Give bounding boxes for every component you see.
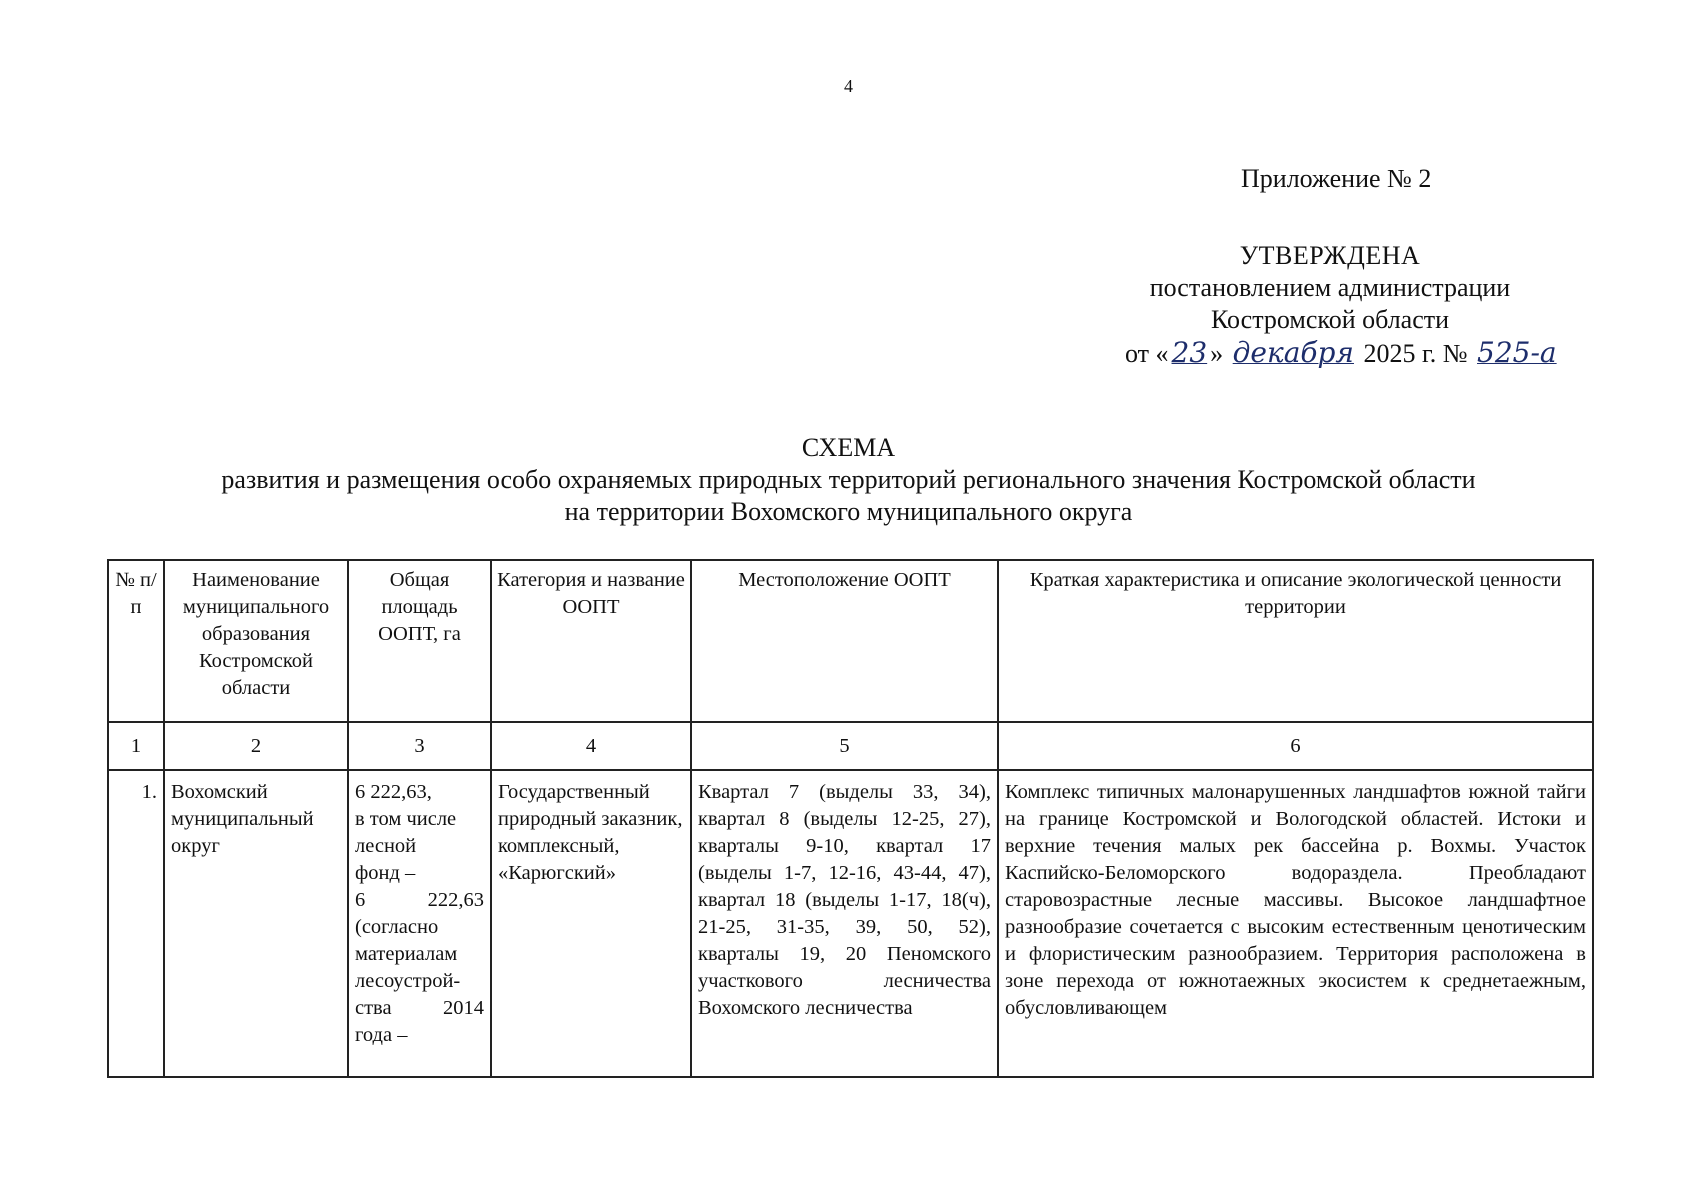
date-prefix: от «	[1125, 339, 1169, 368]
header-location: Местоположение ООПТ	[691, 560, 998, 722]
appendix-label: Приложение № 2	[1241, 164, 1432, 193]
cell-location: Квартал 7 (выделы 33, 34), квартал 8 (выделы 12-25, 27), кварталы 9-10, квартал 17 (выделы 1-7, 12-16, 43-44, 47), квартал 18 (выделы 1-17, 18(ч), 21-25, 31-35, 39, 50, 52), кварталы 19, 20 Пеномского участкового лесничества Вохомского лесничества	[691, 770, 998, 1077]
approval-line-1: постановлением администрации	[1149, 273, 1511, 302]
handwritten-number: 525-а	[1477, 336, 1557, 369]
area-line: материалам	[355, 943, 458, 965]
column-number: 5	[691, 722, 998, 770]
column-number: 1	[108, 722, 164, 770]
document-title	[0, 432, 1697, 528]
approval-date-line	[1125, 336, 1560, 369]
column-number: 6	[998, 722, 1593, 770]
title-line-1: развития и размещения особо охраняемых природных территорий регионального значения Костромской области	[221, 465, 1476, 494]
area-line: (согласно	[355, 916, 439, 938]
approval-block	[1080, 240, 1580, 336]
table-row	[108, 770, 1593, 1077]
area-fragment: 222,63	[427, 889, 484, 911]
approval-line-2: Костромской области	[1210, 305, 1450, 334]
area-line: лесоустрой-	[355, 970, 461, 992]
date-year: 2025 г. №	[1363, 339, 1468, 368]
area-line: 6 222,63,	[355, 781, 432, 803]
scheme-table	[107, 559, 1594, 1078]
cell-area	[348, 770, 491, 1077]
column-number: 3	[348, 722, 491, 770]
title-main: СХЕМА	[801, 433, 896, 462]
header-num: № п/п	[108, 560, 164, 722]
header-area: Общая площадь ООПТ, га	[348, 560, 491, 722]
cell-municipality: Вохомский муниципальный округ	[164, 770, 348, 1077]
area-line	[355, 887, 484, 914]
approval-title: УТВЕРЖДЕНА	[1239, 241, 1421, 270]
date-mid: »	[1210, 339, 1224, 368]
cell-description: Комплекс типичных малонарушенных ландшафтов южной тайги на границе Костромской и Вологодской областей. Истоки и верхние течения малых рек бассейна р. Вохмы. Участок Каспийско-Беломорского водораздела. Преобладают старовозрастные лесные массивы. Высокое ландшафтное разнообразие сочетается с высоким естественным ценотическим и флористическим разнообразием. Территория расположена в зоне перехода от южнотаежных экосистем к среднетаежным, обусловливающем	[998, 770, 1593, 1077]
column-number: 4	[491, 722, 691, 770]
area-fragment: 6	[355, 889, 366, 911]
header-description: Краткая характеристика и описание экологической ценности территории	[998, 560, 1593, 722]
area-line	[355, 995, 484, 1022]
handwritten-day: 23	[1171, 336, 1208, 369]
column-number: 2	[164, 722, 348, 770]
column-number-row	[108, 722, 1593, 770]
table-header-row	[108, 560, 1593, 722]
cell-category: Государственный природный заказник, комплексный, «Карюгский»	[491, 770, 691, 1077]
area-line: фонд –	[355, 862, 416, 884]
area-fragment: 2014	[443, 997, 484, 1019]
header-municipality: Наименование муниципального образования Костромской области	[164, 560, 348, 722]
handwritten-month: декабря	[1232, 336, 1354, 369]
area-fragment: ства	[355, 997, 392, 1019]
area-line: лесной	[355, 835, 417, 857]
title-line-2: на территории Вохомского муниципального округа	[564, 497, 1133, 526]
header-category: Категория и название ООПТ	[491, 560, 691, 722]
area-line: года –	[355, 1024, 408, 1046]
cell-num: 1.	[108, 770, 164, 1077]
area-line: в том числе	[355, 808, 457, 830]
page-number: 4	[844, 76, 853, 96]
